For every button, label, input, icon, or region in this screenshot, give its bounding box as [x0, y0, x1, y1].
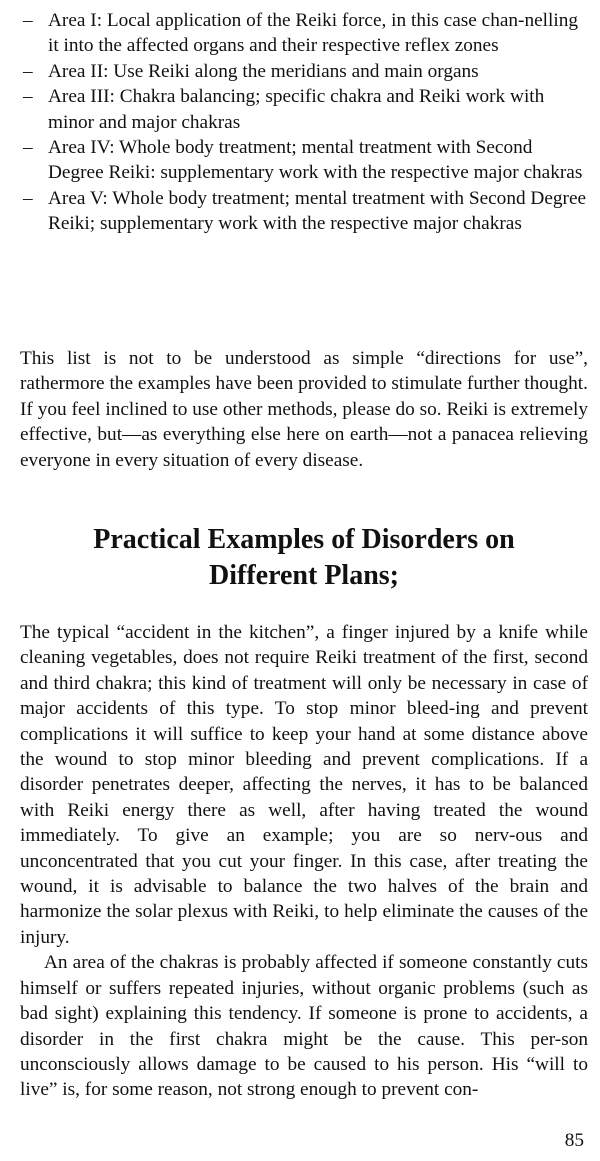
section-heading-line-1: Practical Examples of Disorders on	[93, 524, 515, 555]
page-number: 85	[564, 1130, 584, 1151]
list-item-text: Area II: Use Reiki along the meridians and main organs	[48, 60, 479, 82]
list-item-area-2	[20, 59, 588, 84]
list-bullet: –	[23, 137, 33, 159]
list-item-area-4	[20, 135, 588, 186]
list-item-text: Area V: Whole body treatment; mental treatment with Second Degree Reiki; supplementary work with the respective major chakras	[48, 187, 587, 235]
treatment-area-list	[20, 8, 588, 237]
body-section	[20, 620, 588, 1103]
section-heading	[20, 522, 588, 594]
list-item-text: Area I: Local application of the Reiki force, in this case chan-nelling it into the affected organs and their respective reflex zones	[48, 10, 579, 57]
intro-section	[20, 346, 588, 473]
list-bullet: –	[23, 60, 33, 82]
list-item-text: Area IV: Whole body treatment; mental treatment with Second Degree Reiki: supplementary work with the respective major chakras	[48, 137, 583, 184]
list-item-area-1	[20, 8, 588, 59]
list-bullet: –	[23, 86, 33, 108]
body-paragraph-2: An area of the chakras is probably affected if someone constantly cuts himself or suffers repeated injuries, without organic problems (such as bad sight) explaining this tendency. If someone is prone to accidents, a disorder in the first chakra might be the cause. This per-son unconsciously allows damage to be caused to his person. His “will to live” is, for some reason, not strong enough to prevent con-	[20, 952, 588, 1101]
list-item-text: Area III: Chakra balancing; specific chakra and Reiki work with minor and major chakras	[48, 86, 545, 133]
list-bullet: –	[23, 187, 33, 209]
body-paragraph-1: The typical “accident in the kitchen”, a finger injured by a knife while cleaning vegetables, does not require Reiki treatment of the first, second and third chakra; this kind of treatment will only be necessary in case of major accidents of this type. To stop minor bleed-ing and prevent complications it will suffice to keep your hand at some distance above the wound to stop minor bleeding and prevent complications. If a disorder penetrates deeper, affecting the nerves, it has to be balanced with Reiki energy there as well, after having treated the wound immediately. To give an example; you are so nerv-ous and unconcentrated that you cut your finger. In this case, after treating the wound, it is advisable to balance the two halves of the brain and harmonize the solar plexus with Reiki, to help eliminate the causes of the injury.	[20, 622, 588, 948]
list-bullet: –	[23, 10, 33, 31]
intro-paragraph: This list is not to be understood as simple “directions for use”, rathermore the examples have been provided to stimulate further thought. If you feel inclined to use other methods, please do so. Reiki is extremely effective, but—as everything else here on earth—not a panacea relieving everyone in every situation of every disease.	[20, 348, 588, 471]
list-item-area-3	[20, 84, 588, 135]
section-heading-line-2: Different Plans;	[209, 560, 399, 591]
list-item-area-5	[20, 186, 588, 237]
